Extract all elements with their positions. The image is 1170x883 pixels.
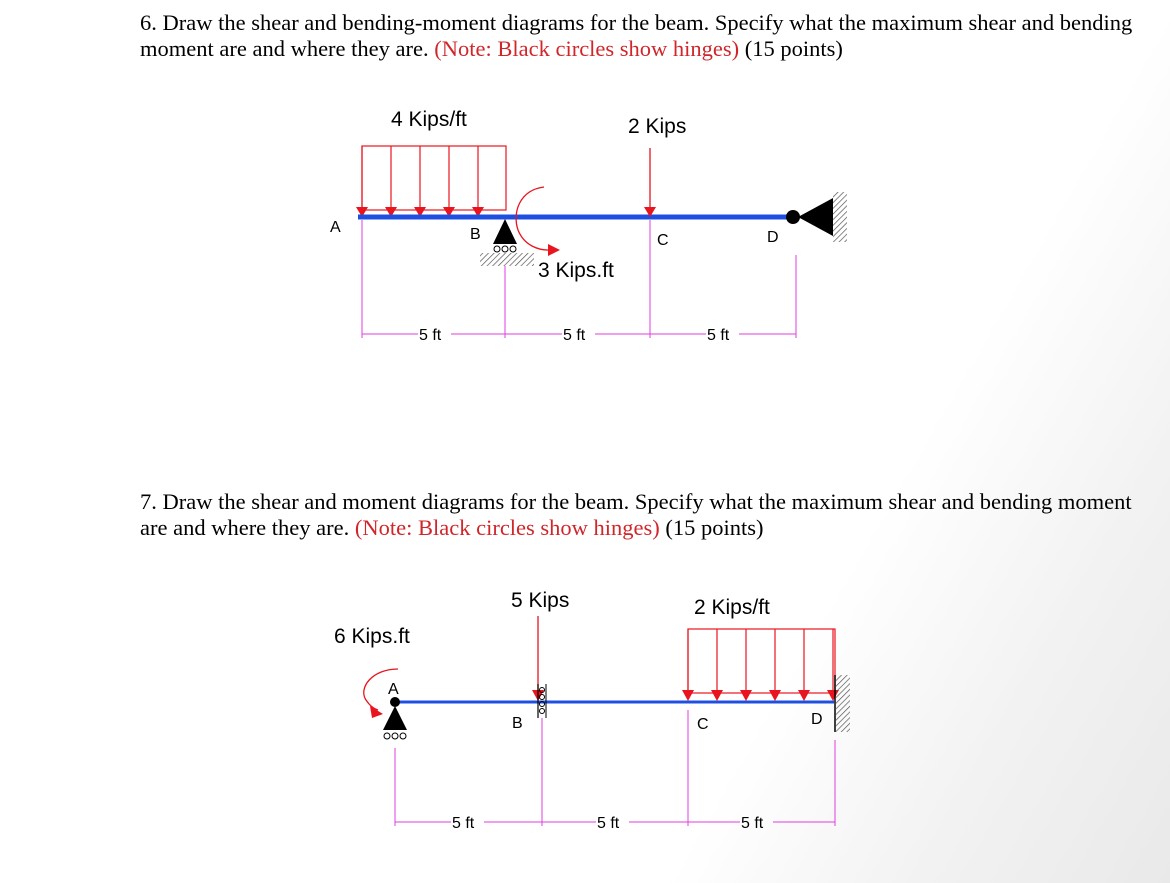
moment-label-6: 3 Kips.ft [538, 259, 614, 282]
roller-support-7 [383, 706, 407, 730]
problem-7-number: 7. [140, 489, 157, 514]
distributed-load-label-7: 2 Kips/ft [694, 596, 770, 619]
point-b-label-6: B [470, 226, 481, 243]
distributed-load-6 [356, 146, 506, 217]
distributed-load-7 [682, 629, 839, 701]
wall-hatch-7 [836, 675, 850, 732]
applied-moment-6 [516, 187, 560, 256]
problem-7-text: Draw the shear and moment diagrams for the beam. Specify what the maximum shear and bending moment are and where they are. [140, 489, 1132, 540]
dimension-label-7-2: 5 ft [597, 815, 620, 832]
point-d-label-6: D [767, 229, 779, 246]
problem-7-points: (15 points) [665, 515, 764, 540]
problem-6-number: 6. [140, 10, 157, 35]
problem-6-diagram [330, 108, 847, 344]
hinge-d-6 [786, 210, 800, 224]
problem-7-note: (Note: Black circles show hinges) [354, 515, 660, 540]
point-load-label-7: 5 Kips [511, 589, 570, 612]
point-c-label-6: C [657, 232, 669, 249]
point-c-label-7: C [697, 716, 709, 733]
problem-7-diagram [334, 589, 850, 832]
wall-hatch-6 [833, 192, 847, 242]
dimension-label-6-3: 5 ft [707, 327, 730, 344]
dimension-lines-7 [395, 710, 835, 826]
point-load-6 [644, 148, 656, 217]
problem-6-note: (Note: Black circles show hinges) [434, 36, 740, 61]
dimension-label-6-2: 5 ft [563, 327, 586, 344]
point-a-label-7: A [388, 681, 399, 698]
point-d-label-7: D [811, 711, 823, 728]
hinge-a-7 [390, 697, 400, 707]
pin-support-6 [798, 198, 833, 236]
point-b-label-7: B [512, 715, 523, 732]
distributed-load-label-6: 4 Kips/ft [391, 108, 467, 131]
point-load-label-6: 2 Kips [628, 115, 687, 138]
dimension-label-7-1: 5 ft [452, 815, 475, 832]
moment-label-7: 6 Kips.ft [334, 625, 410, 648]
dimension-label-7-3: 5 ft [741, 815, 764, 832]
problem-6-text: Draw the shear and bending-moment diagrams for the beam. Specify what the maximum shear and bending moment are and where they are. [140, 10, 1133, 61]
point-a-label-6: A [330, 219, 341, 236]
dimension-label-6-1: 5 ft [419, 327, 442, 344]
roller-wheels-7 [384, 733, 406, 739]
problem-6-points: (15 points) [744, 36, 843, 61]
